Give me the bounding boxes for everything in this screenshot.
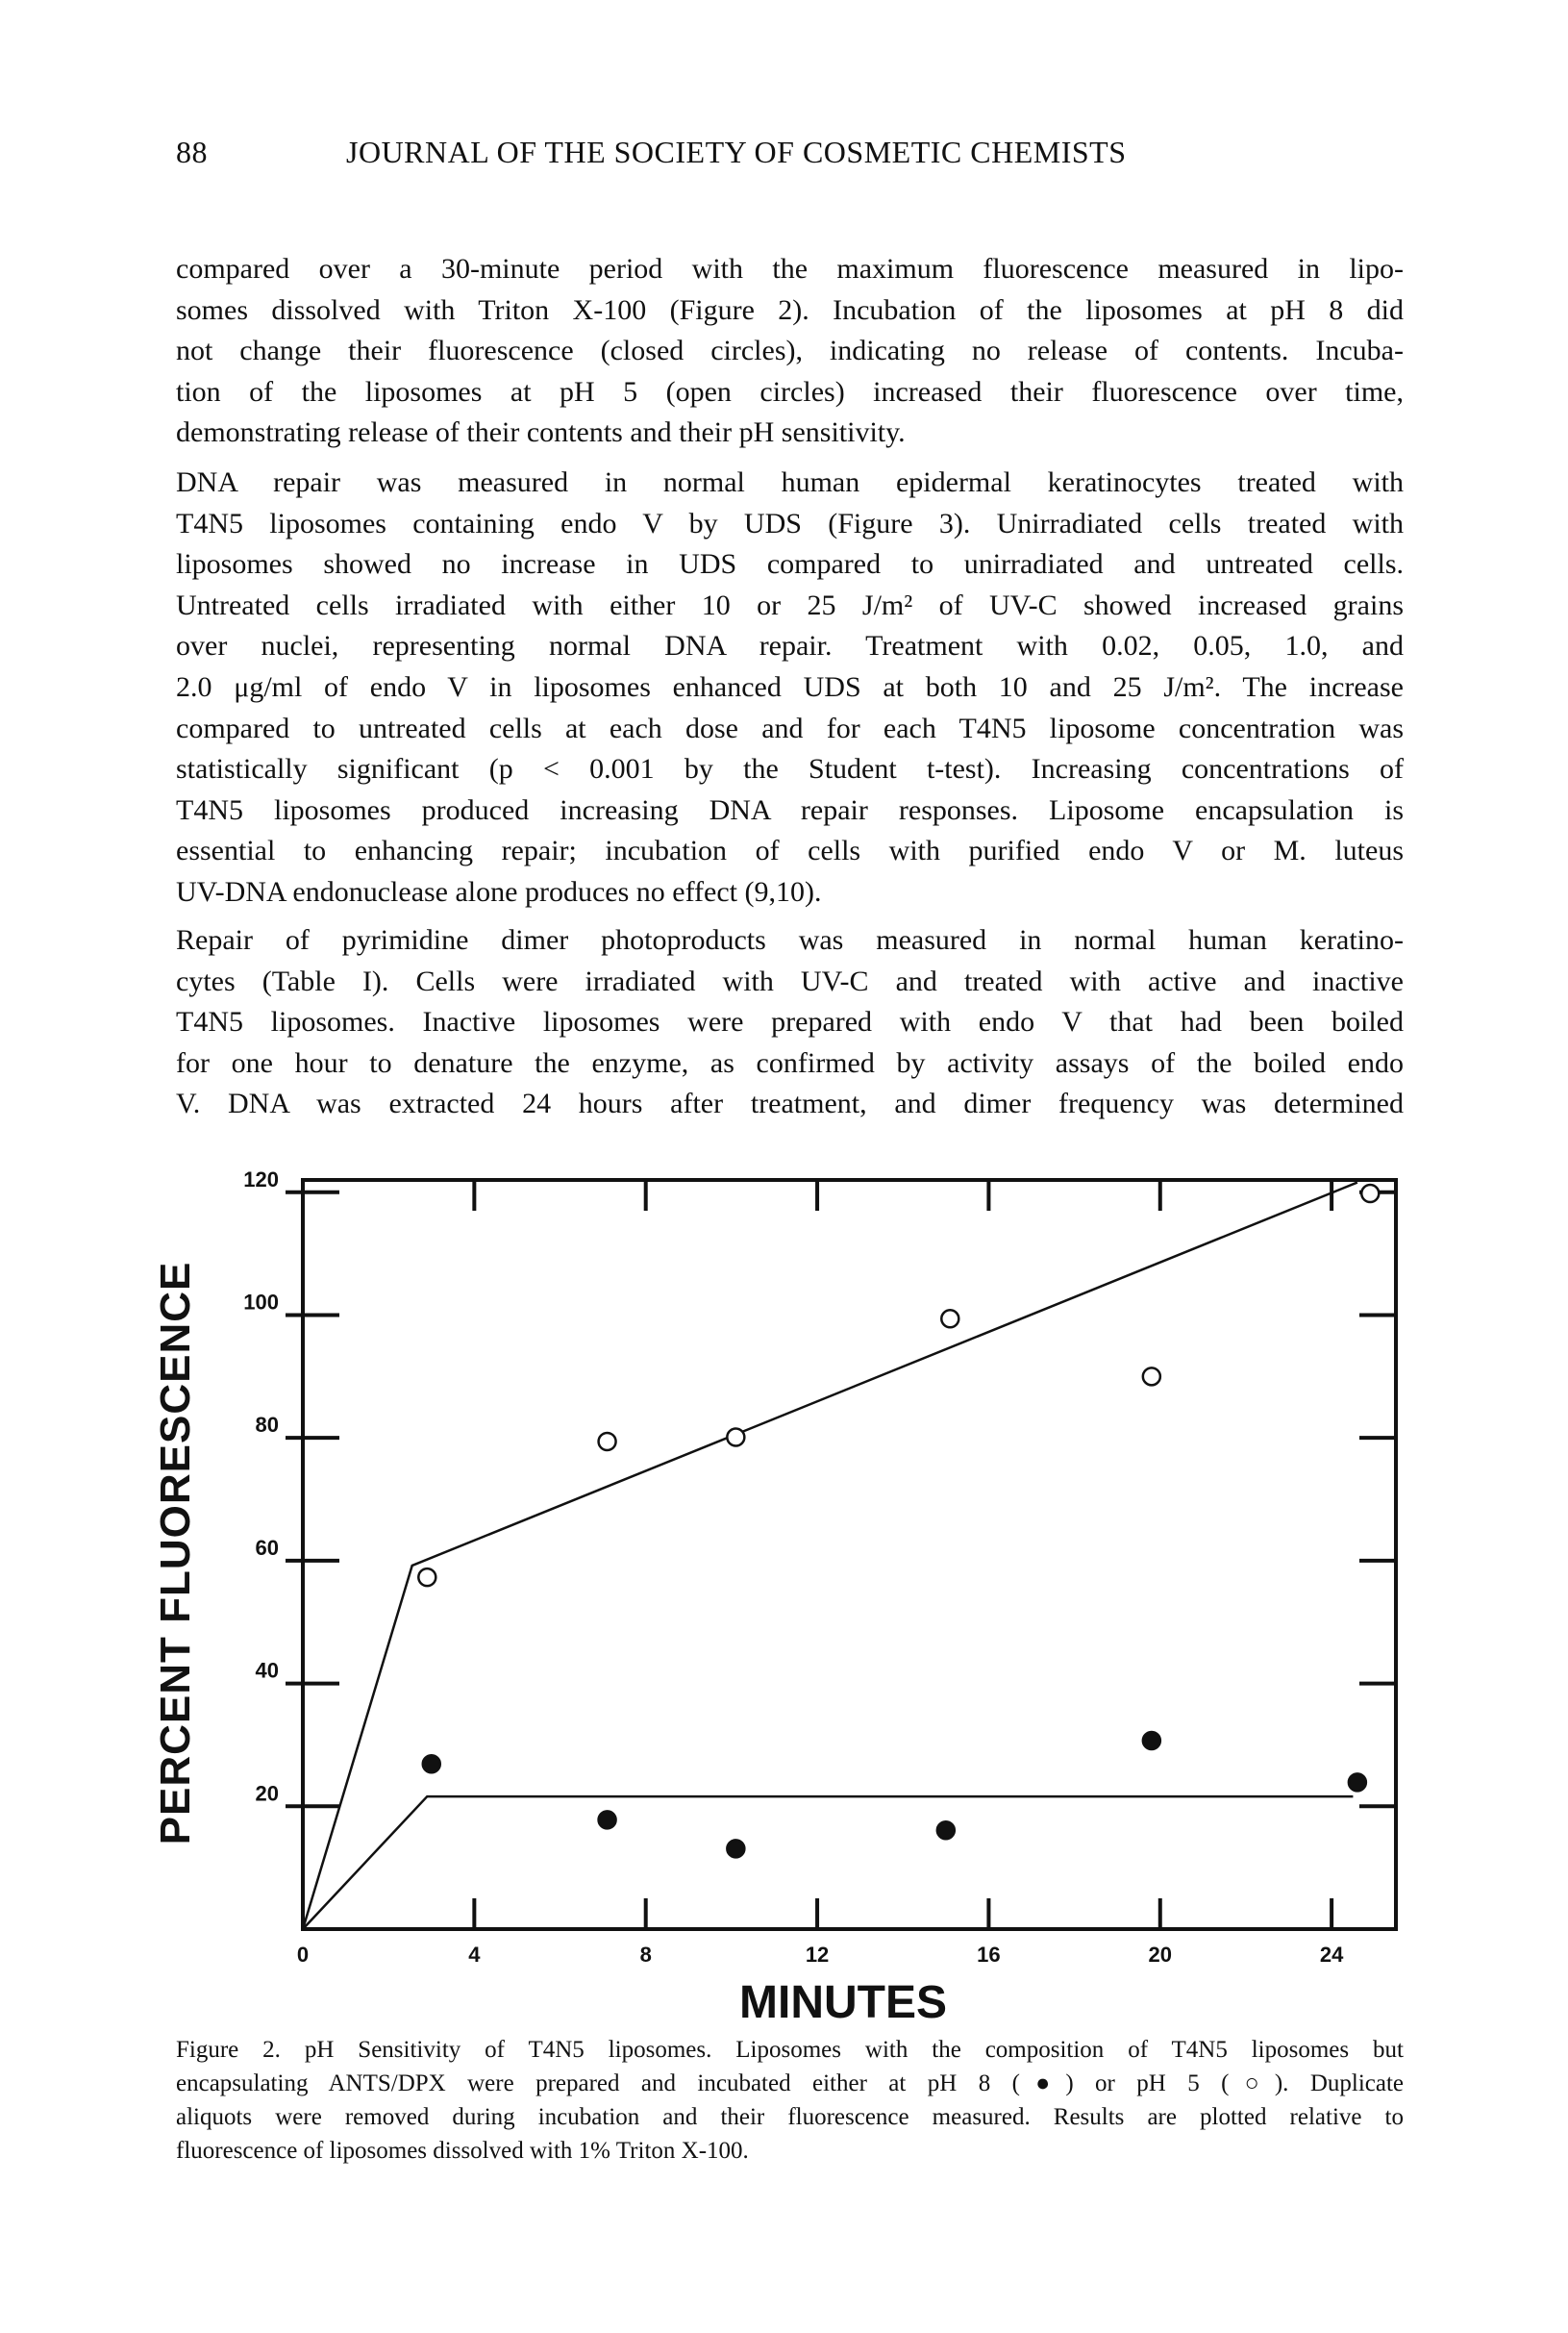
y-tick-label: 60 <box>255 1535 279 1560</box>
ph5-data-point <box>599 1433 616 1450</box>
y-tick-label: 80 <box>255 1413 279 1438</box>
ph5-data-point <box>727 1429 744 1446</box>
caption-line: Figure 2. pH Sensitivity of T4N5 liposomes. Liposomes with the composition of T4N5 liposomes but <box>176 2037 1404 2063</box>
body-line: demonstrating release of their contents and their pH sensitivity. <box>176 416 906 449</box>
body-line: T4N5 liposomes. Inactive liposomes were prepared with endo V that had been boiled <box>176 1006 1404 1039</box>
ph5-data-point <box>418 1568 436 1586</box>
body-line: T4N5 liposomes produced increasing DNA repair responses. Liposome encapsulation is <box>176 793 1404 826</box>
x-tick-label: 12 <box>805 1943 830 1967</box>
body-line: DNA repair was measured in normal human epidermal keratinocytes treated with <box>176 466 1404 498</box>
y-axis-title: PERCENT FLUORESCENCE <box>152 1261 199 1845</box>
x-tick-label: 0 <box>296 1943 310 1967</box>
ph8-data-point <box>937 1821 955 1839</box>
ph5-fit-line <box>303 1183 1357 1929</box>
caption-line: aliquots were removed during incubation and their fluorescence measured. Results are plotted relative to <box>176 2104 1404 2130</box>
y-tick-label: 40 <box>255 1658 279 1683</box>
ph5-data-point <box>1361 1185 1379 1202</box>
body-line: not change their fluorescence (closed circles), indicating no release of contents. Incuba- <box>176 335 1404 367</box>
body-line: liposomes showed no increase in UDS compared to unirradiated and untreated cells. <box>176 548 1404 581</box>
page-number: 88 <box>176 135 208 169</box>
body-line: T4N5 liposomes containing endo V by UDS (Figure 3). Unirradiated cells treated with <box>176 507 1404 539</box>
caption-line: encapsulating ANTS/DPX were prepared and incubated either at pH 8 (●) or pH 5 (○). Duplicate <box>176 2070 1404 2096</box>
x-tick-label: 20 <box>1148 1943 1173 1967</box>
body-line: compared to untreated cells at each dose and for each T4N5 liposome concentration was <box>176 712 1404 744</box>
x-tick-label: 8 <box>639 1943 652 1967</box>
body-line: 2.0 μg/ml of endo V in liposomes enhanced UDS at both 10 and 25 J/m². The increase <box>176 671 1404 703</box>
x-tick-label: 16 <box>977 1943 1001 1967</box>
ph5-data-point <box>941 1310 958 1327</box>
body-line: over nuclei, representing normal DNA repair. Treatment with 0.02, 0.05, 1.0, and <box>176 630 1404 663</box>
ph8-data-point <box>423 1755 440 1772</box>
y-tick-label: 20 <box>255 1781 279 1806</box>
body-line: essential to enhancing repair; incubation of cells with purified endo V or M. luteus <box>176 835 1404 867</box>
ph8-data-point <box>1349 1773 1366 1791</box>
running-header: JOURNAL OF THE SOCIETY OF COSMETIC CHEMISTS <box>346 135 1127 169</box>
caption-line: fluorescence of liposomes dissolved with 1% Triton X-100. <box>176 2138 749 2164</box>
ph8-data-point <box>599 1811 616 1828</box>
ph5-data-point <box>1143 1367 1160 1385</box>
y-tick-label: 100 <box>243 1290 279 1315</box>
ph8-fit-line <box>303 1796 1353 1929</box>
body-line: compared over a 30-minute period with the maximum fluorescence measured in lipo- <box>176 253 1404 285</box>
x-tick-label: 24 <box>1319 1943 1344 1967</box>
ph8-data-point <box>727 1840 744 1857</box>
x-tick-label: 4 <box>468 1943 481 1967</box>
body-line: somes dissolved with Triton X-100 (Figure 2). Incubation of the liposomes at pH 8 did <box>176 293 1404 326</box>
body-line: Repair of pyrimidine dimer photoproducts was measured in normal human keratino- <box>176 924 1404 956</box>
body-line: cytes (Table I). Cells were irradiated with UV-C and treated with active and inactive <box>176 965 1404 997</box>
body-line: V. DNA was extracted 24 hours after treatment, and dimer frequency was determined <box>176 1088 1404 1120</box>
body-line: tion of the liposomes at pH 5 (open circles) increased their fluorescence over time, <box>176 375 1404 408</box>
body-line: UV-DNA endonuclease alone produces no effect (9,10). <box>176 876 822 908</box>
plot-frame <box>303 1180 1396 1929</box>
y-tick-label: 120 <box>243 1166 279 1192</box>
ph8-data-point <box>1143 1732 1160 1749</box>
body-line: statistically significant (p < 0.001 by the Student t-test). Increasing concentrations of <box>176 753 1404 786</box>
body-line: for one hour to denature the enzyme, as confirmed by activity assays of the boiled endo <box>176 1046 1404 1079</box>
x-axis-title: MINUTES <box>739 1977 947 2028</box>
body-line: Untreated cells irradiated with either 10 or 25 J/m² of UV-C showed increased grains <box>176 589 1404 621</box>
